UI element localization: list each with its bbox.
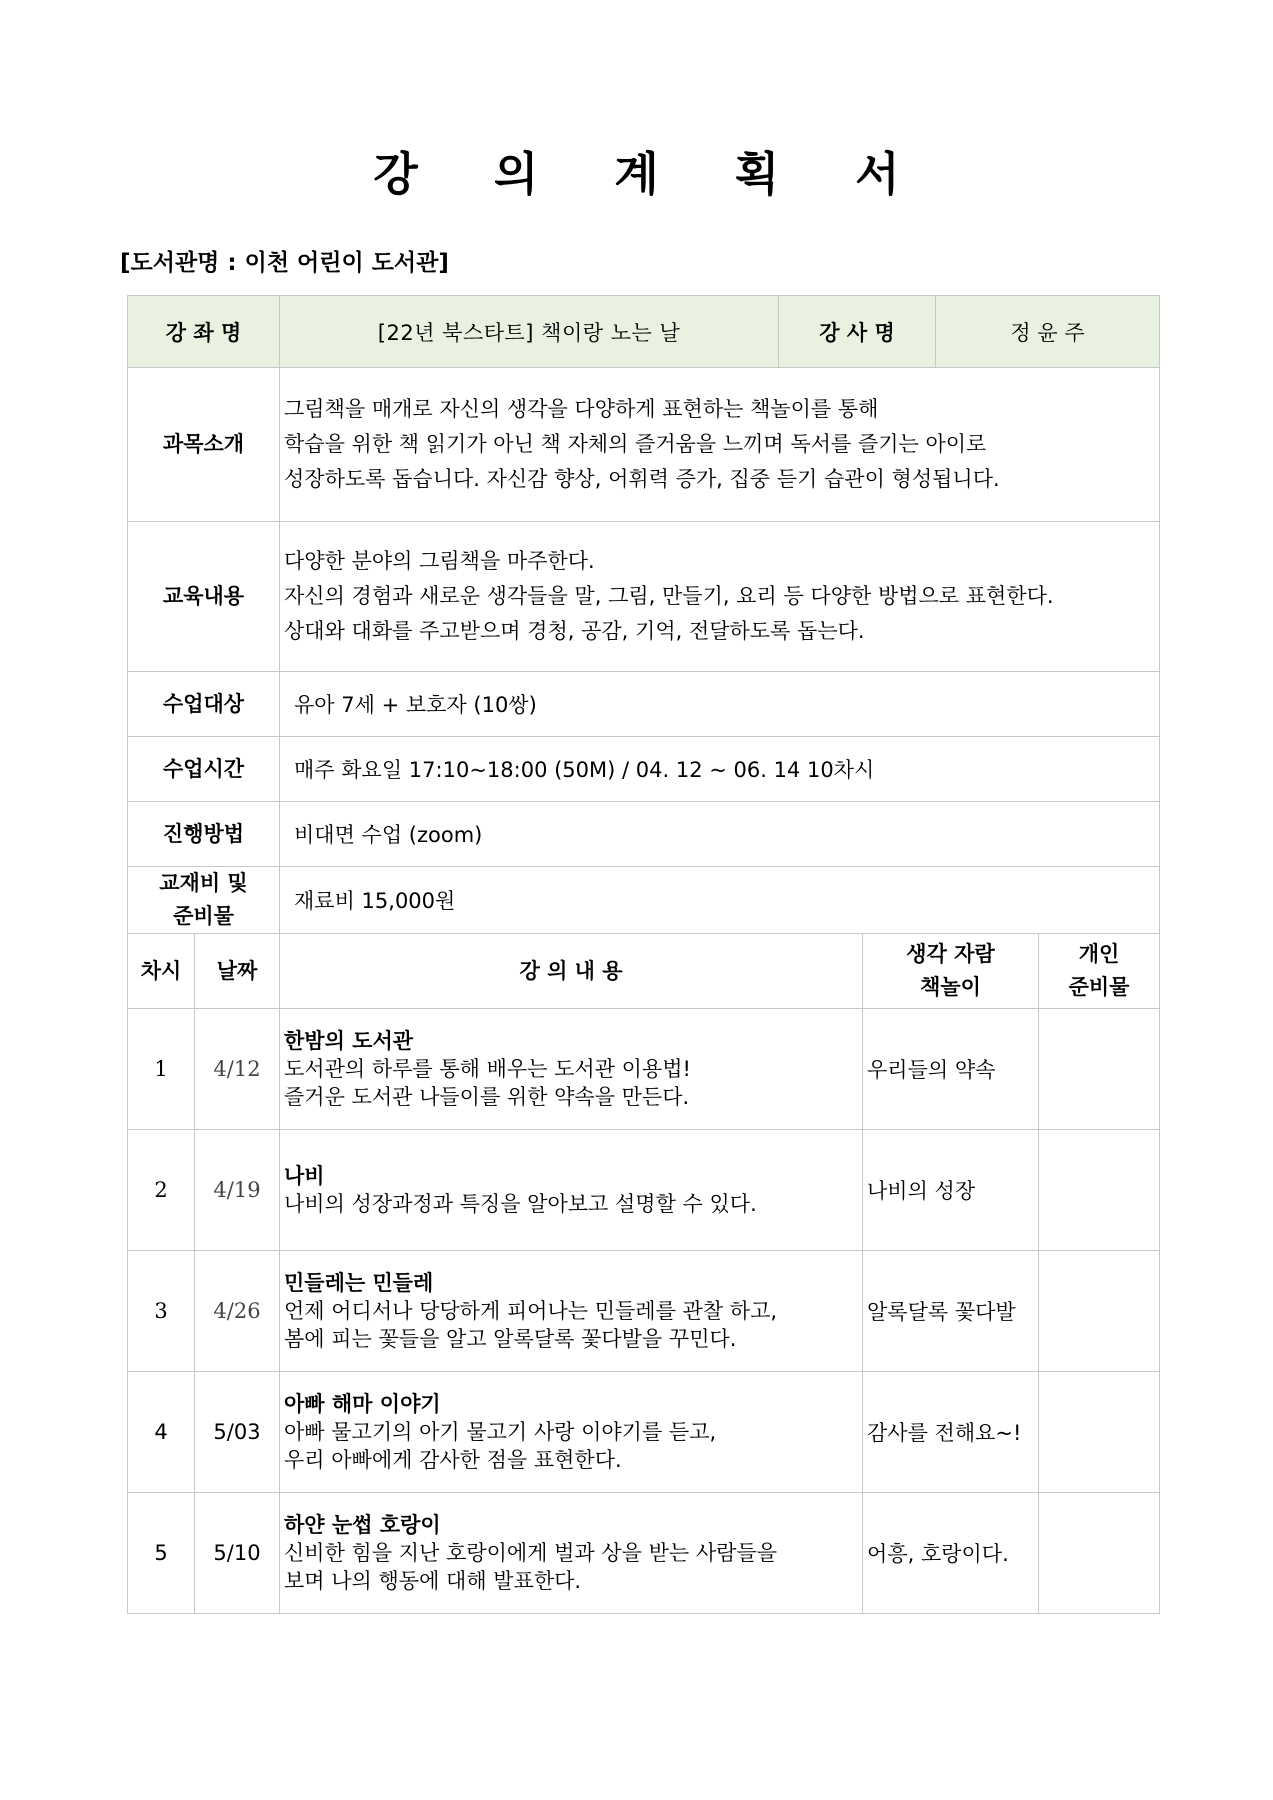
instructor-label: 강 사 명 (779, 296, 936, 368)
session-number: 2 (128, 1130, 195, 1251)
target-label: 수업대상 (128, 672, 280, 737)
session-prep (1039, 1009, 1160, 1130)
session-line: 언제 어디서나 당당하게 피어나는 민들레를 관찰 하고, (284, 1299, 778, 1323)
session-line: 보며 나의 행동에 대해 발표한다. (284, 1569, 582, 1593)
session-play: 나비의 성장 (863, 1130, 1039, 1251)
document-title: 강 의 계 획 서 (373, 147, 930, 201)
session-content (280, 1251, 863, 1372)
session-title: 한밤의 도서관 (284, 1029, 414, 1053)
session-number: 5 (128, 1493, 195, 1614)
method-label: 진행방법 (128, 802, 280, 867)
session-date: 4/19 (195, 1130, 280, 1251)
play-header-line: 책놀이 (920, 975, 981, 999)
intro-line: 그림책을 매개로 자신의 생각을 다양하게 표현하는 책놀이를 통해 (284, 397, 879, 421)
course-label: 강 좌 명 (128, 296, 280, 368)
session-line: 봄에 피는 꽃들을 알고 알록달록 꽃다발을 꾸민다. (284, 1327, 737, 1351)
session-prep (1039, 1130, 1160, 1251)
session-line: 우리 아빠에게 감사한 점을 표현한다. (284, 1448, 622, 1472)
prep-header-line: 준비물 (1068, 975, 1130, 999)
table-row (128, 1130, 1160, 1251)
session-prep (1039, 1372, 1160, 1493)
intro-line: 성장하도록 돕습니다. 자신감 향상, 어휘력 증가, 집중 듣기 습관이 형성됩니다. (284, 467, 1000, 491)
content-header: 강 의 내 용 (280, 934, 863, 1009)
schedule-header-row (128, 934, 1160, 1009)
session-date: 5/10 (195, 1493, 280, 1614)
intro-row (128, 368, 1160, 522)
method-value: 비대면 수업 (zoom) (280, 802, 1160, 867)
time-row (128, 737, 1160, 802)
date-header: 날짜 (195, 934, 280, 1009)
session-content (280, 1493, 863, 1614)
intro-text (280, 368, 1160, 522)
session-content (280, 1009, 863, 1130)
course-name: [22년 북스타트] 책이랑 노는 날 (280, 296, 779, 368)
prep-header-line: 개인 (1078, 942, 1120, 966)
session-content (280, 1372, 863, 1493)
course-header-row (128, 296, 1160, 368)
prep-header (1039, 934, 1160, 1009)
session-play: 우리들의 약속 (863, 1009, 1039, 1130)
time-label: 수업시간 (128, 737, 280, 802)
table-row (128, 1251, 1160, 1372)
content-line: 상대와 대화를 주고받으며 경청, 공감, 기억, 전달하도록 돕는다. (284, 619, 865, 643)
session-play: 감사를 전해요~! (863, 1372, 1039, 1493)
session-date: 4/12 (195, 1009, 280, 1130)
content-text (280, 522, 1160, 672)
session-title: 나비 (284, 1164, 325, 1188)
session-play: 알록달록 꽃다발 (863, 1251, 1039, 1372)
table-row (128, 1009, 1160, 1130)
target-value: 유아 7세 + 보호자 (10쌍) (280, 672, 1160, 737)
session-line: 신비한 힘을 지난 호랑이에게 벌과 상을 받는 사람들을 (284, 1541, 778, 1565)
content-line: 다양한 분야의 그림책을 마주한다. (284, 549, 595, 573)
session-title: 민들레는 민들레 (284, 1271, 434, 1295)
materials-label (128, 867, 280, 934)
content-label: 교육내용 (128, 522, 280, 672)
session-line: 도서관의 하루를 통해 배우는 도서관 이용법! (284, 1057, 691, 1081)
session-date: 4/26 (195, 1251, 280, 1372)
session-date: 5/03 (195, 1372, 280, 1493)
session-number: 3 (128, 1251, 195, 1372)
content-line: 자신의 경험과 새로운 생각들을 말, 그림, 만들기, 요리 등 다양한 방법으로 표현한다. (284, 584, 1054, 608)
intro-line: 학습을 위한 책 읽기가 아닌 책 자체의 즐거움을 느끼며 독서를 즐기는 아이로 (284, 432, 987, 456)
materials-row (128, 867, 1160, 934)
session-title: 하얀 눈썹 호랑이 (284, 1513, 441, 1537)
materials-value: 재료비 15,000원 (280, 867, 1160, 934)
materials-label-line: 교재비 및 (159, 871, 248, 895)
session-line: 나비의 성장과정과 특징을 알아보고 설명할 수 있다. (284, 1192, 757, 1216)
session-number: 1 (128, 1009, 195, 1130)
session-content (280, 1130, 863, 1251)
method-row (128, 802, 1160, 867)
session-prep (1039, 1493, 1160, 1614)
library-name: [도서관명 : 이천 어린이 도서관] (120, 250, 449, 276)
table-row (128, 1493, 1160, 1614)
instructor-name: 정 윤 주 (936, 296, 1160, 368)
intro-label: 과목소개 (128, 368, 280, 522)
play-header (863, 934, 1039, 1009)
target-row (128, 672, 1160, 737)
content-row (128, 522, 1160, 672)
lecture-plan-table (127, 295, 1160, 1614)
table-row (128, 1372, 1160, 1493)
session-number: 4 (128, 1372, 195, 1493)
session-line: 즐거운 도서관 나들이를 위한 약속을 만든다. (284, 1085, 690, 1109)
session-header: 차시 (128, 934, 195, 1009)
session-play: 어흥, 호랑이다. (863, 1493, 1039, 1614)
session-title: 아빠 해마 이야기 (284, 1392, 441, 1416)
time-value: 매주 화요일 17:10~18:00 (50M) / 04. 12 ~ 06. 14 10차시 (280, 737, 1160, 802)
session-line: 아빠 물고기의 아기 물고기 사랑 이야기를 듣고, (284, 1420, 717, 1444)
materials-label-line: 준비물 (173, 904, 234, 928)
play-header-line: 생각 자람 (906, 942, 995, 966)
session-prep (1039, 1251, 1160, 1372)
